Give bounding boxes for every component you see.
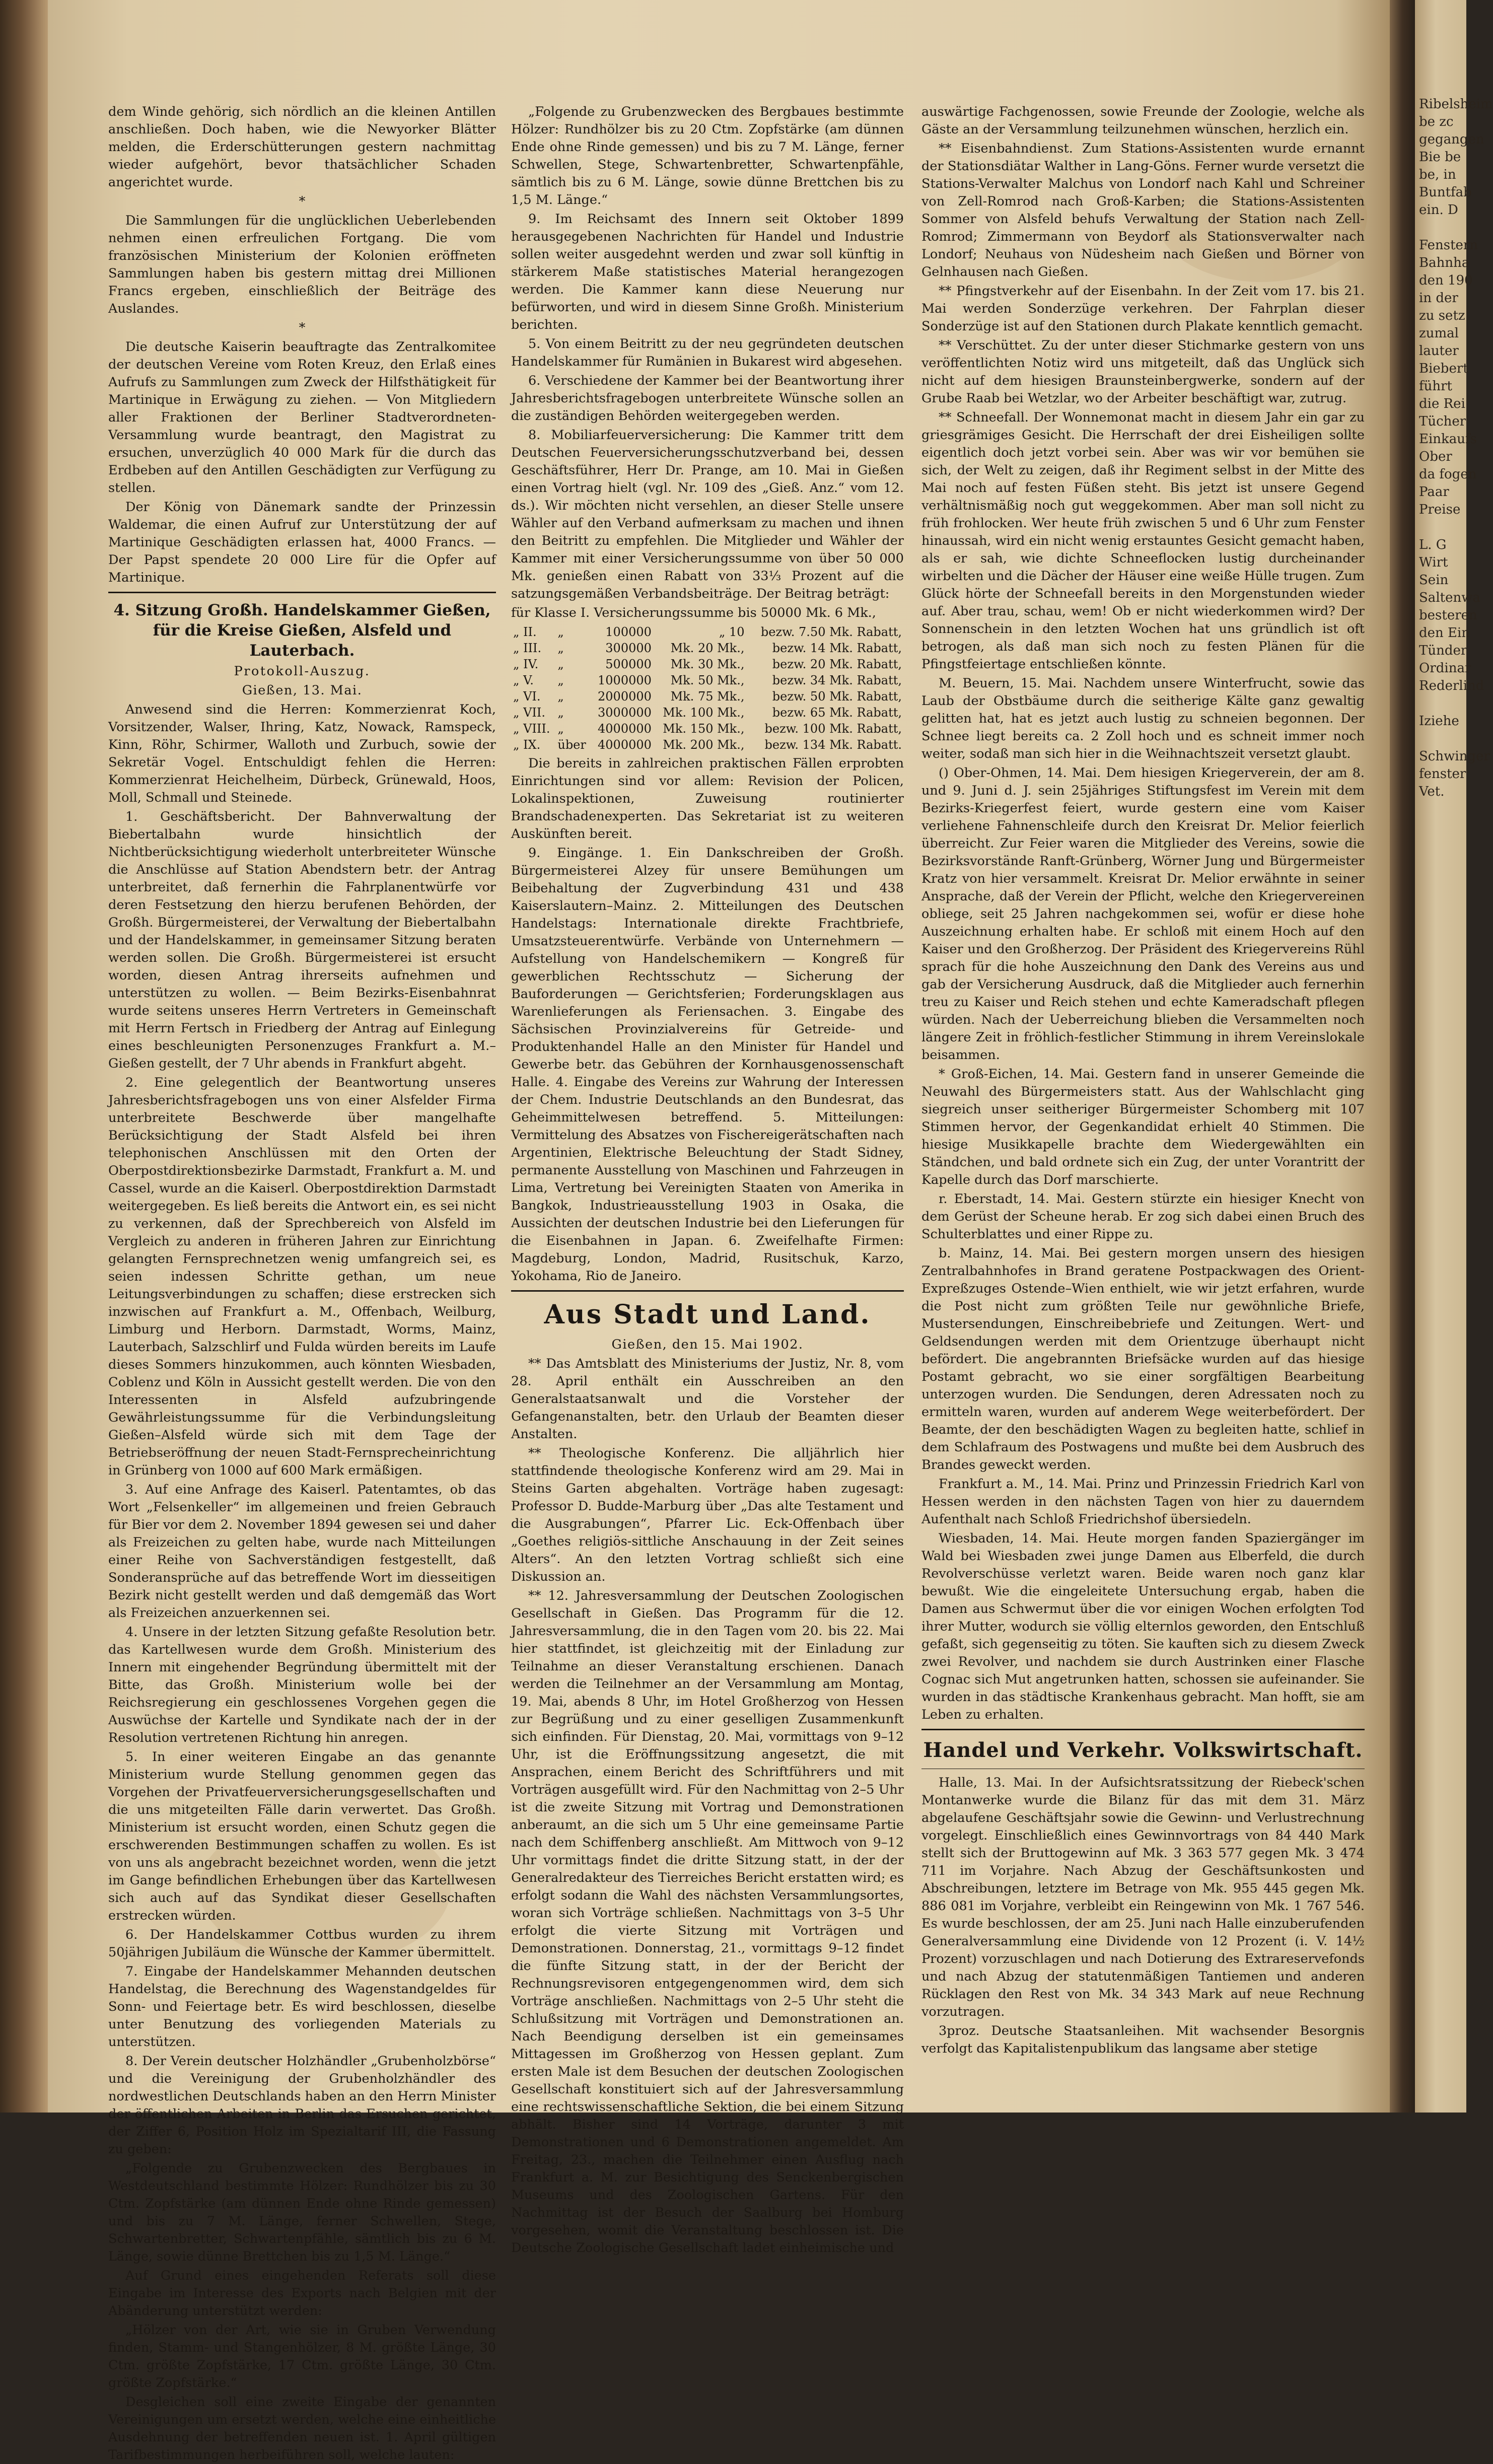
article-text: Anwesend sind die Herren: Kommerzienrat Koch, Vorsitzender, Walser, Ihring, Katz, Nowack, Ramspeck, Kinn, Röhr, Schirmer, Walloth und Zurbuch, sowie der Sekretär Vogel. Entschuldigt fehlen die Herren: Kommerzienrat Heichelheim, Dürbeck, Grünewald, Hoos, Moll, Schmall und Steinede.: [108, 702, 496, 805]
rates-cell: 4000000: [598, 722, 652, 736]
adjacent-page-line: in der: [1419, 291, 1458, 306]
dateline: Gießen, den 15. Mai 1902.: [611, 1337, 804, 1352]
adjacent-page-line: Ribelsheim: [1419, 97, 1493, 112]
adjacent-page-line: [1419, 519, 1466, 536]
adjacent-page-line: Iziehe: [1419, 714, 1459, 729]
adjacent-page-line: [1419, 219, 1466, 237]
rates-cell: „ VIII.: [513, 722, 550, 736]
article-text: „Hölzer von der Art, wie sie in Gruben Verwendung finden, Stamm- und Stangenhölzer, 8 M. größte Länge, 30 Ctm. größte Zopfstärke, 17 Ctm. größte Länge, 30 Ctm. größte Zopfstärke.“: [108, 2322, 496, 2390]
rates-cell: Mk. 20 Mk.,: [670, 641, 745, 655]
article-text: 6. Verschiedene der Kammer bei der Beantwortung ihrer Jahresberichtsfragebogen unterbreitete Wünsche sollen an die zuständigen Behörden weitergegeben werden.: [511, 373, 904, 424]
adjacent-page-line: fenster: [1419, 766, 1466, 782]
rates-cell: bezw. 134 Mk. Rabatt.: [764, 738, 902, 752]
section-rule: [108, 592, 496, 593]
article-text: ** Pfingstverkehr auf der Eisenbahn. In der Zeit vom 17. bis 21. Mai werden Sonderzüge verkehren. Der Fahrplan dieser Sonderzüge ist auf den Stationen durch Plakate kenntlich gemacht.: [921, 284, 1365, 334]
section-heading: 4. Sitzung Großh. Handelskammer Gießen, für die Kreise Gießen, Alsfeld und Lauterbach.: [113, 601, 491, 660]
book-spine: [0, 0, 48, 2113]
insurance-rates-table: [511, 624, 904, 753]
article-text: „Folgende zu Grubenzwecken des Bergbaues in Westdeutschland bestimmte Hölzer: Rundhölzer bis zu 30 Ctm. Zopfstärke (am dünnen Ende ohne Rinde gemessen) und bis zu 7 M. Länge, ferner Schwellen, Stege, Schwartenbretter, Schwartenpfähle, sämtlich bis zu 6 M. Länge, sowie dünne Brettchen bis zu 1,5 M. Länge.“: [108, 2161, 496, 2264]
rates-cell: bezw. 65 Mk. Rabatt,: [772, 706, 902, 720]
article-text: 1. Geschäftsbericht. Der Bahnverwaltung der Biebertalbahn wurde hinsichtlich der Nichtberücksichtigung wiederholt unterbreiteter Wünsche die Anschlüsse auf Station Abendstern betr. der Antrag unterbreitet, daß fernerhin die Fahrplanentwürfe vor deren Festsetzung den hierzu berufenen Behörden, der Großh. Bürgermeisterei, der Verwaltung der Biebertalbahn und der Handelskammer, in gemeinsamer Sitzung beraten werden sollen. Die Großh. Bürgermeisterei ist ersucht worden, diesen Antrag ihrerseits aufnehmen und unterstützen zu wollen. — Beim Bezirks-Eisenbahnrat wurde seitens unseres Herrn Vertreters in Gemeinschaft mit Herrn Fertsch in Friedberg der Antrag auf Einlegung eines beschleunigten Personenzuges Frankfurt a. M.–Gießen gestellt, der 7 Uhr abends in Frankfurt abgeht.: [108, 809, 496, 1071]
rates-cell: 1000000: [598, 673, 652, 687]
article-text: Der König von Dänemark sandte der Prinzessin Waldemar, die einen Aufruf zur Unterstützung der auf Martinique Geschädigten erlassen hat, 4000 Francs. — Der Papst spendete 20 000 Lire für die Opfer auf Martinique.: [108, 500, 496, 585]
rates-cell: „ 10: [719, 625, 745, 639]
rates-cell: bezw. 7.50 Mk. Rabatt,: [760, 625, 902, 639]
article-text: 4. Unsere in der letzten Sitzung gefaßte Resolution betr. das Kartellwesen wurde dem Großh. Ministerium des Innern mit eingehender Begründung übermittelt mit der Bitte, das Großh. Ministerium wolle bei der Reichsregierung ein geschlossenes Vorgehen gegen die Auswüchse der Kartelle und Syndikate nach der in der Resolution vertretenen Richtung hin anregen.: [108, 1625, 496, 1745]
adjacent-page-text: [1415, 0, 1493, 801]
rates-row: [511, 640, 904, 656]
adjacent-page-line: Preise: [1419, 502, 1461, 517]
rates-row: [511, 688, 904, 705]
adjacent-page-line: Biebert: [1419, 361, 1468, 376]
adjacent-page-line: da fogen: [1419, 467, 1477, 482]
article-text: Die deutsche Kaiserin beauftragte das Zentralkomitee der deutschen Vereine vom Roten Kreuz, den Erlaß eines Aufrufs zu Sammlungen zum Zweck der Hilfsthätigkeit für Martinique in Erwägung zu ziehen. — Von Mitgliedern aller Fraktionen der Berliner Stadtverordneten-Versammlung wurde beantragt, den Magistrat zu ersuchen, unverzüglich 40 000 Mark für die durch das Erdbeben auf den Antillen Geschädigten zur Verfügung zu stellen.: [108, 339, 496, 496]
rates-cell: „: [557, 673, 564, 687]
article-text: 8. Mobiliarfeuerversicherung: Die Kammer tritt dem Deutschen Feuerversicherungsschutzverband bei, dessen Geschäftsführer, Herr Dr. Prange, am 10. Mai in Gießen einen Vortrag hielt (vgl. Nr. 109 des „Gieß. Anz.“ vom 12. ds.). Wir möchten nicht versehlen, an dieser Stelle unsere Wähler auf den Verband aufmerksam zu machen und ihnen den Beitritt zu empfehlen. Die Mitglieder und Wähler der Kammer mit einer Versicherungssumme von über 50 000 Mk. genießen einen Rabatt von 33⅓ Prozent auf die satzungsgemäßen Verbandsbeiträge. Der Beitrag beträgt:: [511, 428, 904, 601]
section-heading: Handel und Verkehr. Volkswirtschaft.: [923, 1738, 1363, 1762]
rates-cell: 2000000: [598, 689, 652, 703]
adjacent-page-line: [1419, 730, 1466, 748]
article-text: ** Das Amtsblatt des Ministeriums der Justiz, Nr. 8, vom 28. April enthält ein Ausschreiben an den Generalstaatsanwalt und die Vorsteher der Gefangenanstalten, betr. den Urlaub der Beamten dieser Anstalten.: [511, 1356, 904, 1442]
rates-cell: „: [557, 689, 564, 703]
rates-row: [511, 705, 904, 721]
rates-cell: „: [557, 657, 564, 671]
article-text: „Folgende zu Grubenzwecken des Bergbaues bestimmte Hölzer: Rundhölzer bis zu 20 Ctm. Zopfstärke (am dünnen Ende ohne Rinde gemessen) und bis zu 7 M. Länge, ferner Schwellen, Stege, Schwartenbretter, Schwartenpfähle, sämtlich bis zu 6 M. Länge, sowie dünne Brettchen bis zu 1,5 M. Länge.“: [511, 104, 904, 207]
rates-cell: 300000: [605, 641, 652, 655]
section-rule: [921, 1729, 1365, 1730]
adjacent-page-line: den 190: [1419, 273, 1473, 288]
article-text: Frankfurt a. M., 14. Mai. Prinz und Prinzessin Friedrich Karl von Hessen werden in den nächsten Tagen von hier zu dauerndem Aufenthalt nach Schloß Friedrichshof übersiedeln.: [921, 1476, 1365, 1527]
adjacent-page-line: besteren: [1419, 608, 1477, 623]
article-text: Die Sammlungen für die unglücklichen Ueberlebenden nehmen einen erfreulichen Fortgang. Die vom französischen Ministerium der Kolonien eröffneten Sammlungen haben bis gestern mittag drei Millionen Francs ergeben, einschließlich der Beiträge des Auslandes.: [108, 213, 496, 316]
adjacent-page-line: Ordinar: [1419, 661, 1471, 676]
adjacent-page-line: Vet.: [1419, 784, 1445, 799]
adjacent-page-line: Rederlind: [1419, 678, 1484, 693]
asterism-divider: *: [299, 320, 306, 335]
rates-cell: bezw. 50 Mk. Rabatt,: [772, 689, 902, 703]
rates-row: [511, 721, 904, 737]
adjacent-page-line: gegangen: [1419, 132, 1484, 147]
adjacent-page-line: Fenstern: [1419, 238, 1478, 253]
rates-cell: Mk. 200 Mk.,: [663, 738, 745, 752]
rates-cell: 3000000: [598, 706, 652, 720]
article-text: 3proz. Deutsche Staatsanleihen. Mit wachsender Besorgnis verfolgt das Kapitalistenpublikum das langsame aber stetige: [921, 2023, 1365, 2056]
adjacent-page-line: Paar: [1419, 484, 1449, 500]
article-text: * Groß-Eichen, 14. Mai. Gestern fand in unserer Gemeinde die Neuwahl des Bürgermeisters statt. Aus der Wahlschlacht ging siegreich unser seitheriger Bürgermeister Schomberg mit 107 Stimmen hervor, der Gegenkandidat erhielt 40 Stimmen. Die hiesige Musikkapelle brachte dem Wiedergewählten ein Ständchen, und bald ordnete sich ein Zug, der unter Vorantritt der Kapelle durch das Dorf marschierte.: [921, 1067, 1365, 1187]
article-text: r. Eberstadt, 14. Mai. Gestern stürzte ein hiesiger Knecht von dem Gerüst der Scheune herab. Er zog sich dabei einen Bruch des Schulterblattes und einer Rippe zu.: [921, 1191, 1365, 1242]
rates-cell: „ II.: [513, 625, 537, 639]
section-rule: [511, 1290, 904, 1292]
article-text: Desgleichen soll eine zweite Eingabe der genannten Vereinigungen um ersetzt werden, welche eine einheitliche Ausdehnung der betreffenden neuen ist. 1. April gültigen Tarifbestimmungen herbeiführen soll, welche lauten:: [108, 2395, 496, 2462]
article-text: 3. Auf eine Anfrage des Kaiserl. Patentamtes, ob das Wort „Felsenkeller“ im allgemeinen und freien Gebrauch für Bier vor dem 2. November 1894 gewesen sei und daher als Freizeichen zu gelten habe, wurde nach Mitteilungen einer Reihe von Sachverständigen festgestellt, daß Sonderansprüche auf das betreffende Wort im diesseitigen Bezirk nicht gestellt werden und daß demgemäß das Wort als Freizeichen anzuerkennen sei.: [108, 1482, 496, 1621]
adjacent-page-fragment: [1415, 0, 1493, 2113]
article-text: b. Mainz, 14. Mai. Bei gestern morgen unsern des hiesigen Zentralbahnhofes in Brand geratene Postpackwagen des Orient-Expreßzuges Ostende–Wien enthielt, wie wir jetzt erfahren, wurde die Post nicht zum größten Teile nur gewöhnliche Briefe, Mustersendungen, Einschreibebriefe und Zeitungen. Wert- und Geldsendungen werden mit dem Orientzuge überhaupt nicht befördert. Die angebrannten Briefsäcke wurden auf das hiesige Postamt gebracht, wo sie einer sorgfältigen Bearbeitung unterzogen wurden. Die Sendungen, deren Adressaten noch zu ermitteln waren, wurden auf anderem Wege weiterbefördert. Der Beamte, der den beschädigten Wagen zu begleiten hatte, schlief in dem Schlafraum des Postwagens und mußte bei dem Ausbruch des Brandes geweckt werden.: [921, 1246, 1365, 1472]
column-3: [921, 103, 1365, 2058]
rates-cell: 500000: [605, 657, 652, 671]
article-text: 7. Eingabe der Handelskammer Mehannden deutschen Handelstag, die Berechnung des Wagenstandgeldes für Sonn- und Feiertage betr. Es wird beschlossen, dieselbe unter Benutzung des vorliegenden Materials zu unterstützen.: [108, 1964, 496, 2050]
rates-cell: 100000: [605, 625, 652, 639]
rates-row: [511, 656, 904, 672]
adjacent-page-line: Saltenwa: [1419, 590, 1480, 605]
section-subheading: Protokoll-Auszug.: [234, 664, 371, 679]
adjacent-page-line: zumal: [1419, 326, 1459, 341]
adjacent-page-line: Tünder: [1419, 643, 1467, 658]
column-1: [108, 103, 496, 2464]
article-text: ** Theologische Konferenz. Die alljährlich hier stattfindende theologische Konferenz wird am 29. Mai in Steins Garten abgehalten. Vorträge haben zugesagt: Professor D. Budde-Marburg über „Das alte Testament und die Ausgrabungen“, Pfarrer Lic. Eck-Offenbach über „Goethes religiös-sittliche Anschauung in der Zeit seines Alters“. An den letzten Vortrag schließt sich eine Diskussion an.: [511, 1446, 904, 1584]
rates-row: [511, 672, 904, 688]
adjacent-page-line: zu setz: [1419, 308, 1465, 323]
rates-cell: „ VII.: [513, 706, 545, 720]
rates-cell: „: [557, 625, 564, 639]
rates-cell: Mk. 50 Mk.,: [670, 673, 745, 687]
article-text: Wiesbaden, 14. Mai. Heute morgen fanden Spaziergänger im Wald bei Wiesbaden zwei junge Damen aus Elberfeld, die durch Revolverschüsse verletzt waren. Beide waren noch ganz klar bewußt. Wie die eingeleitete Untersuchung ergab, haben die Damen aus Schwermut über die vor einigen Wochen erfolgten Tod ihrer Mutter, wodurch sie völlig elternlos geworden, den Entschluß gefaßt, sich gegenseitig zu töten. Sie kauften sich zu diesem Zweck zwei Revolver, und nachdem sie durch Austrinken einer Flasche Cognac sich Mut angetrunken hatten, schossen sie aufeinander. Sie wurden in das städtische Krankenhaus gebracht. Man hofft, sie am Leben zu erhalten.: [921, 1531, 1365, 1722]
adjacent-page-line: Buntfab: [1419, 185, 1472, 200]
article-text: ** Schneefall. Der Wonnemonat macht in diesem Jahr ein gar zu griesgrämiges Gesicht. Die Herrschaft der drei Eisheiligen sollte eigentlich doch jetzt vorbei sein. Aber was wir vor bemühen sie sich, der Welt zu zeigen, daß ihr Regiment selbst in der Mitte des Mai noch auf festen Füßen steht. Bis jetzt ist unsere Gegend verhältnismäßig noch gut weggekommen. Aber man soll nicht zu früh frohlocken. Wer heute früh zwischen 5 und 6 Uhr zum Fenster hinaussah, wird ein nicht wenig erstauntes Gesicht gemacht haben, als er sah, wie dichte Schneeflocken lustig durcheinander wirbelten und die Dächer der Häuser eine weiße Hülle trugen. Zum Glück hörte der Schneefall bereits in den Morgenstunden wieder auf. Aber trau, schau, wem! Ob er nicht wiederkommen wird? Der Sonnenschein in den letzten Wochen hat uns gründlich ist oft betrogen, als daß man sich noch zu festen Plänen für die Pfingstfeiertage entschließen könnte.: [921, 410, 1365, 672]
article-text: ** Eisenbahndienst. Zum Stations-Assistenten wurde ernannt der Stationsdiätar Walther in Lang-Göns. Ferner wurde versetzt die Stations-Verwalter Malchus von Londorf nach Kahl und Schreiner von Zell-Romrod nach Groß-Karben; die Stations-Assistenten Sommer von Alsfeld behufs Verwaltung der Station nach Zell-Romrod; Zimmermann von Beydorf als Stationsverwalter nach Londorf; Neuhaus von Nüdesheim nach Gießen und Börner von Gelnhausen nach Gießen.: [921, 141, 1365, 279]
adjacent-page-line: Wirt: [1419, 555, 1448, 570]
rates-row: [511, 624, 904, 640]
rates-table-head: für Klasse I. Versicherungssumme bis 50000 Mk. 6 Mk.,: [511, 605, 876, 620]
adjacent-page-line: Ober: [1419, 449, 1452, 464]
article-text: 2. Eine gelegentlich der Beantwortung unseres Jahresberichtsfragebogen uns von einer Alsfelder Firma unterbreitete Beschwerde über mangelhafte Berücksichtigung der Stadt Alsfeld bei ihren telephonischen Anschlüssen mit den Orten der Oberpostdirektionsbezirke Darmstadt, Frankfurt a. M. und Cassel, wurde an die Kaiserl. Oberpostdirektion Darmstadt weitergegeben. Es ließ bereits die Antwort ein, es sei nicht zu verkennen, daß der Sprechbereich von Alsfeld im Vergleich zu anderen in früheren Jahren zur Einrichtung gelangten Fernsprechnetzen wenig umfangreich sei, es seien indessen Schritte gethan, um neue Leitungsverbindungen zu schaffen; diese erstrecken sich inzwischen auf Frankfurt a. M., Offenbach, Weilburg, Limburg und Herborn. Darmstadt, Worms, Mainz, Lauterbach, Salzschlirf und Fulda würden bereits im Laufe dieses Sommers hinzukommen, auch könnten Wiesbaden, Coblenz und Köln in Aussicht gestellt werden. Die von den Interessenten in Alsfeld aufzubringende Gewährleistungssumme für die Verbindungsleitung Gießen–Alsfeld würde sich mit dem Tage der Betriebseröffnung der neuen Stadt-Fernsprecheinrichtung in Grünberg von 1000 auf 600 Mark ermäßigen.: [108, 1075, 496, 1478]
adjacent-page-line: führt: [1419, 379, 1452, 394]
article-text: ** Verschüttet. Zu der unter dieser Stichmarke gestern von uns veröffentlichten Notiz wird uns mitgeteilt, daß das Unglück sich nicht auf dem hiesigen Braunsteinbergwerke, sondern auf der Grube Raab bei Wetzlar, wo der Arbeiter beschäftigt war, zutrug.: [921, 338, 1365, 406]
rates-cell: bezw. 34 Mk. Rabatt,: [772, 673, 902, 687]
rates-cell: Mk. 100 Mk.,: [663, 706, 745, 720]
adjacent-page-line: Einkaufs: [1419, 432, 1477, 447]
rates-cell: bezw. 20 Mk. Rabatt,: [772, 657, 902, 671]
article-text: ** 12. Jahresversammlung der Deutschen Zoologischen Gesellschaft in Gießen. Das Programm für die 12. Jahresversammlung, die in den Tagen vom 20. bis 22. Mai hier stattfindet, ist gleichzeitig mit der Einladung zur Teilnahme an dieser Veranstaltung erschienen. Danach werden die Teilnehmer an der Versammlung am Montag, 19. Mai, abends 8 Uhr, im Hotel Großherzog von Hessen zur Begrüßung und zu einer geselligen Zusammenkunft sich einfinden. Für Dienstag, 20. Mai, vormittags von 9–12 Uhr, ist die Eröffnungssitzung angesetzt, die mit Ansprachen, einem Bericht des Schriftführers und mit Vorträgen ausgefüllt wird. Für den Nachmittag von 2–5 Uhr ist die zweite Sitzung mit Vortrag und Demonstrationen anberaumt, an die sich um 5 Uhr eine gemeinsame Partie nach dem Schiffenberg anschließt. Am Mittwoch von 9–12 Uhr vormittags findet die dritte Sitzung statt, in der der Generalredakteur des Tierreiches Bericht erstatten wird; es erfolgt sodann die Wahl des nächsten Versammlungsortes, woran sich Vorträge schließen. Nachmittags von 3–5 Uhr erfolgt die vierte Sitzung mit Vorträgen und Demonstrationen. Donnerstag, 21., vormittags 9–12 findet die fünfte Sitzung statt, in der der Bericht der Rechnungsrevisoren entgegengenommen wird, dem sich Vorträge anschließen. Nachmittags von 2–5 Uhr steht die Schlußsitzung mit Vorträgen und Demonstrationen an. Nach Beendigung derselben ist ein gemeinsames Mittagessen im Großherzog von Hessen geplant. Zum ersten Male ist dem Besuchen der deutschen Zoologischen Gesellschaft konstituiert sich auf der Jahresversammlung eine rechtswissenschaftliche Sektion, die bei einem Sitzung abhält. Bisher sind 14 Vorträge, darunter 3 mit Demonstrationen und 6 Demonstrationen angemeldet. Am Freitag, 23., machen die Teilnehmer einen Ausflug nach Frankfurt a. M. zur Besichtigung des Senckenbergischen Museums und des Zoologischen Gartens. Für den Nachmittag ist der Besuch der Saalburg bei Homburg vorgesehen, womit die Veranstaltung beschlossen ist. Die Deutsche Zoologische Gesellschaft ladet einheimische und: [511, 1588, 904, 2256]
article-text: 6. Der Handelskammer Cottbus wurden zu ihrem 50jährigen Jubiläum die Wünsche der Kammer übermittelt.: [108, 1927, 496, 1960]
adjacent-page-line: Tücher: [1419, 414, 1466, 429]
article-text: () Ober-Ohmen, 14. Mai. Dem hiesigen Kriegerverein, der am 8. und 9. Juni d. J. sein 25jähriges Stiftungsfest im Verein mit dem Bezirks-Kriegerfest feiert, wurde gestern eine vom Kaiser verliehene Fahnenschleife durch den Kreisrat Dr. Melior feierlich überreicht. Zur Feier waren die Mitglieder des Vereins, sowie die Bezirksvorstände Ranft-Grünberg, Wörner Jung und Bürgermeister Kratz von hier versammelt. Kreisrat Dr. Melior erwähnte in seiner Ansprache, daß der Verein der Pflicht, welche den Kriegervereinen obliege, seit 25 Jahren nachgekommen sei, wofür er diese hohe Auszeichnung erhalten habe. Er schloß mit einem Hoch auf den Kaiser und den Großherzog. Der Präsident des Kriegervereins Rühl sprach für die hohe Auszeichnung den Dank des Vereins aus und gab der Versicherung Ausdruck, daß die Mitglieder auch fernerhin treu zu Kaiser und Reich stehen und echte Kameradschaft pflegen würden. Nach der Ueberreichung blieben die Versammelten noch längere Zeit in fröhlich-festlicher Stimmung in ihrem Vereinslokale beisammen.: [921, 765, 1365, 1063]
rates-cell: 4000000: [598, 738, 652, 752]
rates-cell: „: [557, 706, 564, 720]
adjacent-page-line: Schwinger: [1419, 749, 1490, 764]
rates-cell: Mk. 30 Mk.,: [670, 657, 745, 671]
article-text: 8. Der Verein deutscher Holzhändler „Grubenholzbörse“ und die Vereinigung der Grubenholzhändler des nordwestlichen Deutschlands haben an den Herrn Minister der öffentlichen Arbeiten in Berlin das Ersuchen gerichtet, der Ziffer 6, Position Holz im Spezialtarif III, die Fassung zu geben:: [108, 2054, 496, 2157]
adjacent-page-line: Bie be: [1419, 150, 1461, 165]
dateline: Gießen, 13. Mai.: [242, 683, 363, 698]
asterism-divider: *: [299, 194, 306, 209]
rates-cell: „: [557, 641, 564, 655]
section-heading: Aus Stadt und Land.: [544, 1299, 871, 1330]
article-text: dem Winde gehörig, sich nördlich an die kleinen Antillen anschließen. Doch haben, wie die Newyorker Blätter melden, die Erderschütterungen gestern nachmittag wieder aufgehört, bevor thatsächlicher Schaden angerichtet wurde.: [108, 104, 496, 190]
rates-cell: Mk. 150 Mk.,: [663, 722, 745, 736]
adjacent-page-line: den Ein: [1419, 625, 1470, 641]
article-text: Halle, 13. Mai. In der Aufsichtsratssitzung der Riebeck'schen Montanwerke wurde die Bilanz für das mit dem 31. März abgelaufene Geschäftsjahr sowie die Gewinn- und Verlustrechnung vorgelegt. Einschließlich eines Gewinnvortrags von 84 440 Mark stellt sich der Bruttogewinn auf Mk. 3 363 577 gegen Mk. 3 474 711 im Vorjahre. Nach Abzug der Geschäftsunkosten und Abschreibungen, letztere im Betrage von Mk. 955 445 gegen Mk. 886 081 im Vorjahre, verbleibt ein Reingewinn von Mk. 1 767 546. Es wurde beschlossen, der am 25. Juni nach Halle einzuberufenden Generalversammlung eine Dividende von 12 Prozent (i. V. 14½ Prozent) vorzuschlagen und nach Dotierung des Extrareservefonds und nach Abzug der statutenmäßigen Tantiemen und anderen Rücklagen den Rest von Mk. 34 343 Mark auf neue Rechnung vorzutragen.: [921, 1775, 1365, 2019]
rates-cell: „ IX.: [513, 738, 541, 752]
adjacent-page-line: be, in: [1419, 167, 1456, 182]
book-gutter: [1390, 0, 1415, 2113]
rates-cell: Mk. 75 Mk.,: [670, 689, 745, 703]
rates-cell: „ IV.: [513, 657, 539, 671]
rates-cell: „ III.: [513, 641, 542, 655]
column-2: [511, 103, 904, 2257]
adjacent-page-line: ein. D: [1419, 202, 1458, 218]
adjacent-page-line: Bahnha: [1419, 255, 1470, 270]
article-text: 9. Eingänge. 1. Ein Dankschreiben der Großh. Bürgermeisterei Alzey für unsere Bemühungen um Beibehaltung der Zugverbindung 431 und 438 Kaiserslautern–Mainz. 2. Mitteilungen des Deutschen Handelstags: Internationale direkte Frachtbriefe, Umsatzsteuerentwürfe. Verbände von Unternehmern — Aufstellung von Handelschemikern — Kongreß für gewerblichen Rechtsschutz — Sicherung der Bauforderungen — Gerichtsferien; Forderungsklagen aus Warenlieferungen als Feriensachen. 3. Eingabe des Sächsischen Provinzialvereins für Getreide- und Produktenhandel Halle an den Minister für Handel und Gewerbe betr. das Gebühren der Kornhausgenossenschaft Halle. 4. Eingabe des Vereins zur Wahrung der Interessen der Chem. Industrie Deutschlands an den Bundesrat, das Geheimmittelwesen betreffend. 5. Mitteilungen: Vermittelung des Absatzes von Fischereigerätschaften nach Argentinien, Elektrische Beleuchtung der Stadt Sidney, permanente Ausstellung von Maschinen und Fahrzeugen in Lima, Vertretung bei Vereinigten Staaten von Amerika in Bangkok, Industrieausstellung 1903 in Osaka, die Aussichten der deutschen Industrie bei den Lieferungen für die Eisenbahnen in Japan. 6. Zweifelhafte Firmen: Magdeburg, London, Madrid, Rusitschuk, Karzo, Yokohama, Rio de Janeiro.: [511, 846, 904, 1284]
adjacent-page-line: lauter: [1419, 343, 1459, 359]
rates-row: [511, 737, 904, 753]
adjacent-page-line: [1419, 695, 1466, 713]
adjacent-page-line: die Rei: [1419, 396, 1465, 411]
rates-cell: „ VI.: [513, 689, 541, 703]
rates-cell: bezw. 100 Mk. Rabatt,: [764, 722, 902, 736]
article-text: 9. Im Reichsamt des Innern seit Oktober 1899 herausgegebenen Nachrichten für Handel und Industrie sollen weiter ausgedehnt werden und zwar soll künftig in stärkerem Maße statistisches Material herangezogen werden. Die Kammer kann diese Neuerung nur befürworten, und wird in diesem Sinne Großh. Ministerium berichten.: [511, 212, 904, 332]
rates-cell: „ V.: [513, 673, 534, 687]
article-text: M. Beuern, 15. Mai. Nachdem unsere Winterfrucht, sowie das Laub der Obstbäume durch die seitherige Kälte ganz gewaltig gelitten hat, hat es jetzt auch lustig zu schneien begonnen. Der Schnee liegt bereits ca. 2 Zoll hoch und es schneit immer noch weiter, sodaß man sich hier in die Weihnachtszeit versetzt glaubt.: [921, 676, 1365, 761]
adjacent-page-line: L. G: [1419, 537, 1447, 552]
article-text: 5. In einer weiteren Eingabe an das genannte Ministerium wurde Stellung genommen gegen das Vorgehen der Privatfeuerversicherungsgesellschaften und die uns mitgeteilten Fälle darin verwertet. Das Großh. Ministerium ist ersucht worden, einen Schutz gegen die erschwerenden Bestimmungen schaffen zu wollen. Es ist von uns als angebracht bezeichnet worden, wenn die jetzt im Gange befindlichen Erhebungen über das Kartellwesen sich auch auf das Syndikat dieser Gesellschaften erstrecken würden.: [108, 1749, 496, 1923]
rates-cell: „: [557, 722, 564, 736]
rates-cell: bezw. 14 Mk. Rabatt,: [772, 641, 902, 655]
adjacent-page-line: be zc: [1419, 114, 1454, 129]
article-text: Auf Grund eines eingehenden Referats soll diese Eingabe im Interesse des Exports nach Belgien mit der Abänderung unterstützt werden:: [108, 2268, 496, 2318]
adjacent-page-line: Sein: [1419, 573, 1449, 588]
article-text: auswärtige Fachgenossen, sowie Freunde der Zoologie, welche als Gäste an der Versammlung teilzunehmen wünschen, herzlich ein.: [921, 104, 1365, 137]
rates-cell: über: [557, 738, 586, 752]
article-text: 5. Von einem Beitritt zu der neu gegründeten deutschen Handelskammer für Rumänien in Bukarest wird abgesehen.: [511, 336, 904, 369]
article-text: Die bereits in zahlreichen praktischen Fällen erprobten Einrichtungen sind vor allem: Revision der Policen, Lokalinspektionen, Zuweisung routinierter Brandschadenexperten. Das Sekretariat ist zu weiteren Auskünften bereit.: [511, 756, 904, 841]
